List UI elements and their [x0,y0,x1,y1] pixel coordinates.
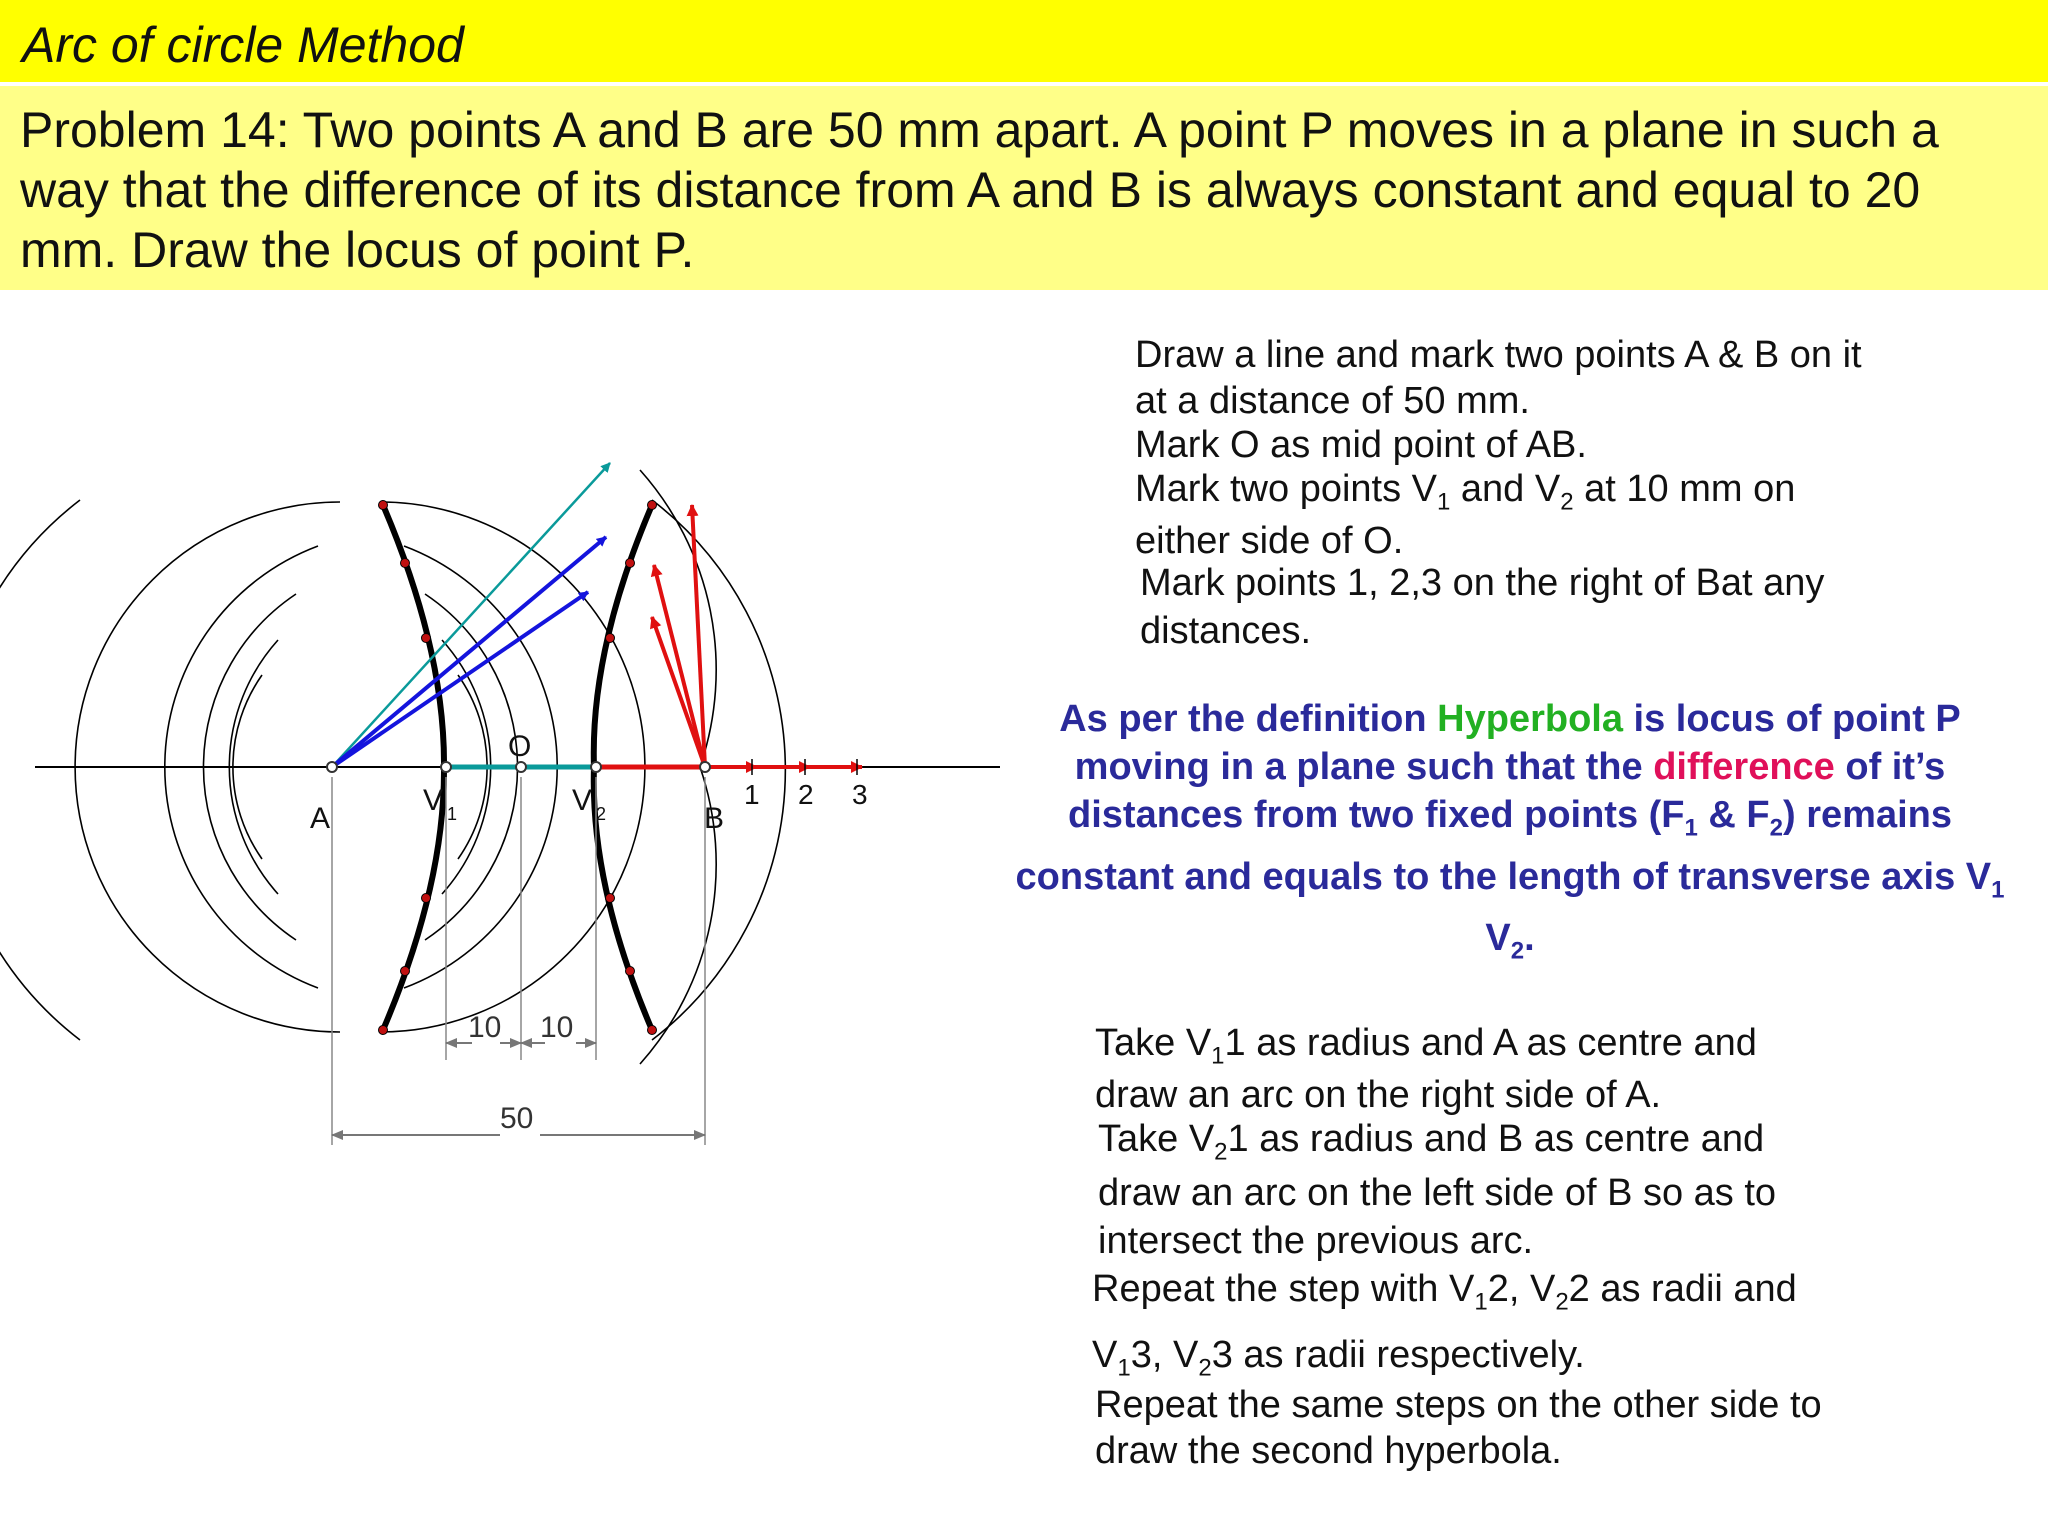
step-4-line-1: Mark points 1, 2,3 on the right of Bat any [1140,562,1825,604]
step-3-text-c: at 10 mm on [1573,468,1796,510]
step-5-text-a: Take V [1095,1022,1212,1064]
step-6-line-3: intersect the previous arc. [1098,1220,1534,1262]
step-7b-text-b: 3, V [1130,1334,1199,1376]
label-point-3: 3 [852,779,868,810]
step-5-line-2: draw an arc on the right side of A. [1095,1074,1662,1116]
dimension-50: 50 [500,1102,534,1135]
step-7b-text-c: 3 as radii respectively. [1211,1334,1585,1376]
label-point-1: 1 [744,779,760,810]
dimension-10-left: 10 [468,1011,502,1044]
step-3-sub-1: 1 [1437,488,1451,516]
step-7-sub-1: 1 [1474,1288,1488,1316]
slide-title: Arc of circle Method [22,17,464,73]
definition-part-5: ) remains constant and equals to the length of transverse axis V [1015,794,1992,898]
step-3-text-b: and V [1450,468,1561,510]
step-4-line-2: distances. [1140,610,1312,652]
label-A: A [310,802,331,835]
step-3-line-2: either side of O. [1135,520,1404,562]
definition-hyperbola-word: Hyperbola [1437,698,1623,740]
step-7-text-b: 2, V [1487,1268,1556,1310]
definition-part-6: V [1485,917,1511,960]
radius-arrow-A-blue-1 [332,537,606,767]
definition-difference-word: difference [1653,746,1835,788]
step-6-text-b: 1 as radius and B as centre and [1227,1118,1765,1160]
step-6-text-a: Take V [1098,1118,1215,1160]
definition-sub-4: 2 [1510,937,1525,965]
definition-part-3: of it’s distances from two fixed points (F [1068,746,1946,836]
step-8-line-1: Repeat the same steps on the other side to [1095,1384,1822,1426]
step-8-line-2: draw the second hyperbola. [1095,1430,1562,1472]
definition-part-2: is locus of point P moving in a plane such that the [1074,698,1961,788]
step-2: Mark O as mid point of AB. [1135,424,1587,466]
step-6-line-2: draw an arc on the left side of B so as to [1098,1172,1777,1214]
definition-part-7: . [1524,917,1535,960]
label-V2-sub: 2 [596,804,607,824]
step-7-sub-2: 2 [1555,1288,1569,1316]
problem-band [0,86,2048,290]
step-1-line-1: Draw a line and mark two points A & B on it [1135,334,1862,376]
step-7-text-a: Repeat the step with V [1092,1268,1475,1310]
step-5-text-b: 1 as radius and A as centre and [1224,1022,1757,1064]
step-7-line-1 [1092,1266,1797,1326]
label-V1: V [423,784,444,817]
step-3-sub-2: 2 [1560,488,1574,516]
definition-sub-2: 2 [1769,814,1784,842]
step-6-sub: 2 [1214,1138,1228,1166]
problem-statement: Problem 14: Two points A and B are 50 mm apart. A point P moves in a plane in such a way that the difference of its distance from A and B is always constant and equal to 20 mm. Draw the locus of point P. [20,102,1939,278]
step-7-text-c: 2 as radii and [1568,1268,1797,1310]
step-5-line-1 [1095,1020,1757,1080]
extension-lines [332,777,705,1145]
radius-arrow-A-teal [332,463,610,767]
step-5-sub: 1 [1211,1042,1225,1070]
label-V2: V [572,784,593,817]
label-point-2: 2 [798,779,814,810]
step-6-line-1 [1098,1116,1764,1176]
step-3-text-a: Mark two points V [1135,468,1437,510]
definition-part-4: & F [1697,794,1770,836]
step-7b-sub-2: 2 [1198,1354,1212,1382]
label-V1-sub: 1 [447,804,458,824]
definition-part-1: As per the definition [1059,698,1438,740]
step-1-line-2: at a distance of 50 mm. [1135,380,1530,422]
label-B: B [704,802,725,835]
title-band [0,0,2048,82]
dimension-10-right: 10 [540,1011,574,1044]
definition-sub-3: 1 [1991,876,2005,904]
hyperbola-construction-diagram [0,290,1000,1190]
step-7b-text-a: V [1092,1334,1118,1376]
step-7b-sub-1: 1 [1117,1354,1131,1382]
label-O: O [508,730,532,763]
step-3-line-1 [1135,466,1795,526]
definition-sub-1: 1 [1684,814,1698,842]
radius-arrow-A-blue-2 [332,592,588,767]
hyperbola-definition [1000,695,2020,976]
